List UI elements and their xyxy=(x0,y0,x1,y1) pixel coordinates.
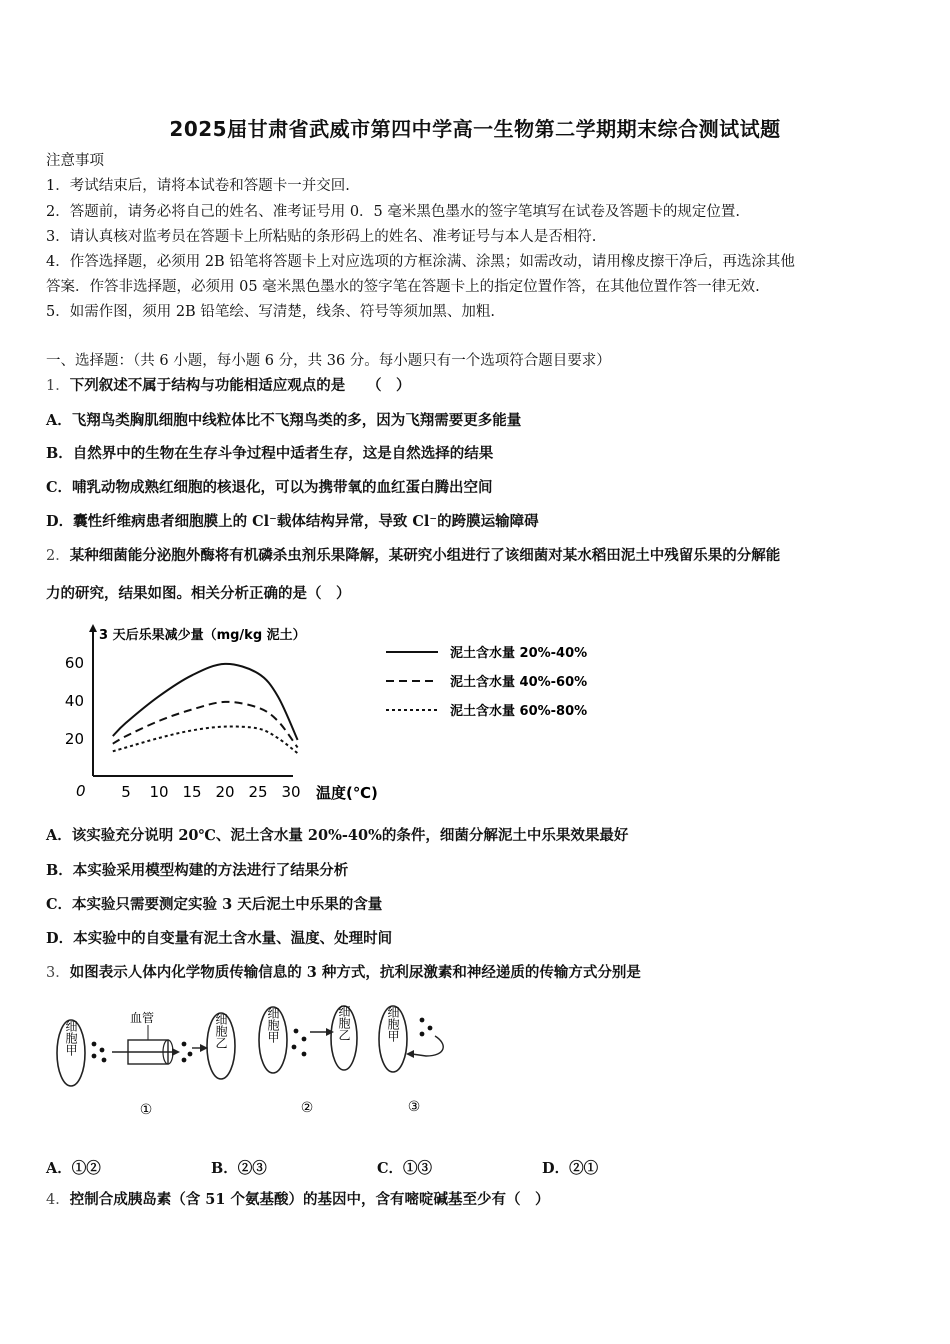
method-label-2: ② xyxy=(300,1100,314,1116)
origin-label: 0 xyxy=(76,782,86,800)
legend-label-1: 泥土含水量 20%-40% xyxy=(450,646,588,661)
question-2 xyxy=(46,546,780,566)
q3-option-b[interactable]: B．②③ xyxy=(211,1160,267,1177)
notice-item-5: 5．如需作图，须用 2B 铅笔绘、写清楚，线条、符号等须加黑、加粗. xyxy=(46,304,495,320)
question-stem: 下列叙述不属于结构与功能相适应观点的是 （ ） xyxy=(69,377,411,394)
question-1 xyxy=(46,376,410,396)
question-stem: 控制合成胰岛素（含 51 个氨基酸）的基因中，含有嘧啶碱基至少有（ ） xyxy=(69,1191,550,1208)
question-stem: 某种细菌能分泌胞外酶将有机磷杀虫剂乐果降解，某研究小组进行了该细菌对某水稻田泥土中残留乐果的分解能 xyxy=(69,547,781,564)
method-label-3: ③ xyxy=(407,1099,421,1115)
question-number: 1． xyxy=(46,378,70,394)
q1-option-b[interactable]: B．自然界中的生物在生存斗争过程中适者生存，这是自然选择的结果 xyxy=(46,445,494,462)
diagram-method-2 xyxy=(259,1005,357,1116)
x-axis-label: 温度(℃) xyxy=(316,784,378,802)
question-4 xyxy=(46,1190,550,1210)
diagram-method-3 xyxy=(379,1006,443,1115)
cell-a-label-3: 细胞甲 xyxy=(386,1006,400,1042)
notice-item-3: 3．请认真核对监考员在答题卡上所粘贴的条形码上的姓名、准考证号与本人是否相符. xyxy=(46,229,597,245)
q1-option-c[interactable]: C．哺乳动物成熟红细胞的核退化，可以为携带氧的血红蛋白腾出空间 xyxy=(46,479,493,496)
y-axis-arrow xyxy=(89,624,97,632)
q2-option-c[interactable]: C．本实验只需要测定实验 3 天后泥土中乐果的含量 xyxy=(46,896,383,913)
vessel-label: 血管 xyxy=(130,1011,155,1025)
legend-label-2: 泥土含水量 40%-60% xyxy=(450,675,588,690)
x-tick-label: 5 xyxy=(121,783,131,801)
x-tick-label: 25 xyxy=(248,783,268,801)
q3-option-a[interactable]: A．①② xyxy=(46,1160,101,1177)
q2-option-b[interactable]: B．本实验采用模型构建的方法进行了结果分析 xyxy=(46,862,349,879)
line-chart xyxy=(56,622,616,812)
q3-option-c[interactable]: C．①③ xyxy=(377,1160,433,1177)
y-tick-label: 40 xyxy=(64,692,84,710)
x-tick-label: 30 xyxy=(281,783,301,801)
question-number: 3． xyxy=(46,965,70,981)
chart-title: 3 天后乐果减少量（mg/kg 泥土） xyxy=(99,628,306,643)
q1-option-a[interactable]: A．飞翔鸟类胸肌细胞中线粒体比不飞翔鸟类的多，因为飞翔需要更多能量 xyxy=(46,412,522,429)
notice-item-4: 4．作答选择题，必须用 2B 铅笔将答题卡上对应选项的方框涂满、涂黑；如需改动，请用橡皮擦干净后，再选涂其他 xyxy=(46,254,795,270)
q2-option-a[interactable]: A．该实验充分说明 20℃、泥土含水量 20%-40%的条件，细菌分解泥土中乐果效果最好 xyxy=(46,827,629,844)
series-line-2 xyxy=(113,702,298,748)
question-number: 2． xyxy=(46,548,70,564)
y-tick-label: 20 xyxy=(64,730,84,748)
legend-label-3: 泥土含水量 60%-80% xyxy=(450,704,588,719)
question-number: 4． xyxy=(46,1192,70,1208)
q3-option-d[interactable]: D．②① xyxy=(542,1160,599,1177)
x-tick-label: 15 xyxy=(182,783,202,801)
cell-a-label-2: 细胞甲 xyxy=(266,1007,280,1043)
diagram-method-1 xyxy=(57,1011,235,1118)
signal-diagram xyxy=(50,998,460,1123)
question-3 xyxy=(46,963,641,983)
x-tick-label: 20 xyxy=(215,783,235,801)
q2-option-d[interactable]: D．本实验中的自变量有泥土含水量、温度、处理时间 xyxy=(46,930,393,947)
notice-item-2: 2．答题前，请务必将自己的姓名、准考证号用 0．5 毫米黑色墨水的签字笔填写在试卷及答题卡的规定位置. xyxy=(46,204,740,220)
method-label-1: ① xyxy=(139,1102,153,1118)
notice-item-1: 1．考试结束后，请将本试卷和答题卡一并交回. xyxy=(46,178,350,194)
cell-b-label-2: 细胞乙 xyxy=(337,1005,351,1041)
cell-b-label-1: 细胞乙 xyxy=(214,1013,228,1049)
question-2-cont: 力的研究，结果如图。相关分析正确的是（ ） xyxy=(46,585,351,602)
q3-options xyxy=(46,1157,746,1177)
y-tick-label: 60 xyxy=(64,654,84,672)
x-tick-label: 10 xyxy=(149,783,169,801)
cell-a-label-1: 细胞甲 xyxy=(64,1020,78,1056)
page-title: 2025届甘肃省武威市第四中学高一生物第二学期期末综合测试试题 xyxy=(169,117,781,141)
notice-item-4-cont: 答案．作答非选择题，必须用 05 毫米黑色墨水的签字笔在答题卡上的指定位置作答，在其他位置作答一律无效. xyxy=(46,279,760,295)
question-stem: 如图表示人体内化学物质传输信息的 3 种方式，抗利尿激素和神经递质的传输方式分别是 xyxy=(69,964,641,981)
q1-option-d[interactable]: D．囊性纤维病患者细胞膜上的 Cl⁻载体结构异常，导致 Cl⁻的跨膜运输障碍 xyxy=(46,513,539,530)
notice-heading: 注意事项 xyxy=(46,153,104,169)
section-heading: 一、选择题：（共 6 小题，每小题 6 分，共 36 分。每小题只有一个选项符合题目要求） xyxy=(46,353,611,369)
series-line-3 xyxy=(113,726,298,753)
